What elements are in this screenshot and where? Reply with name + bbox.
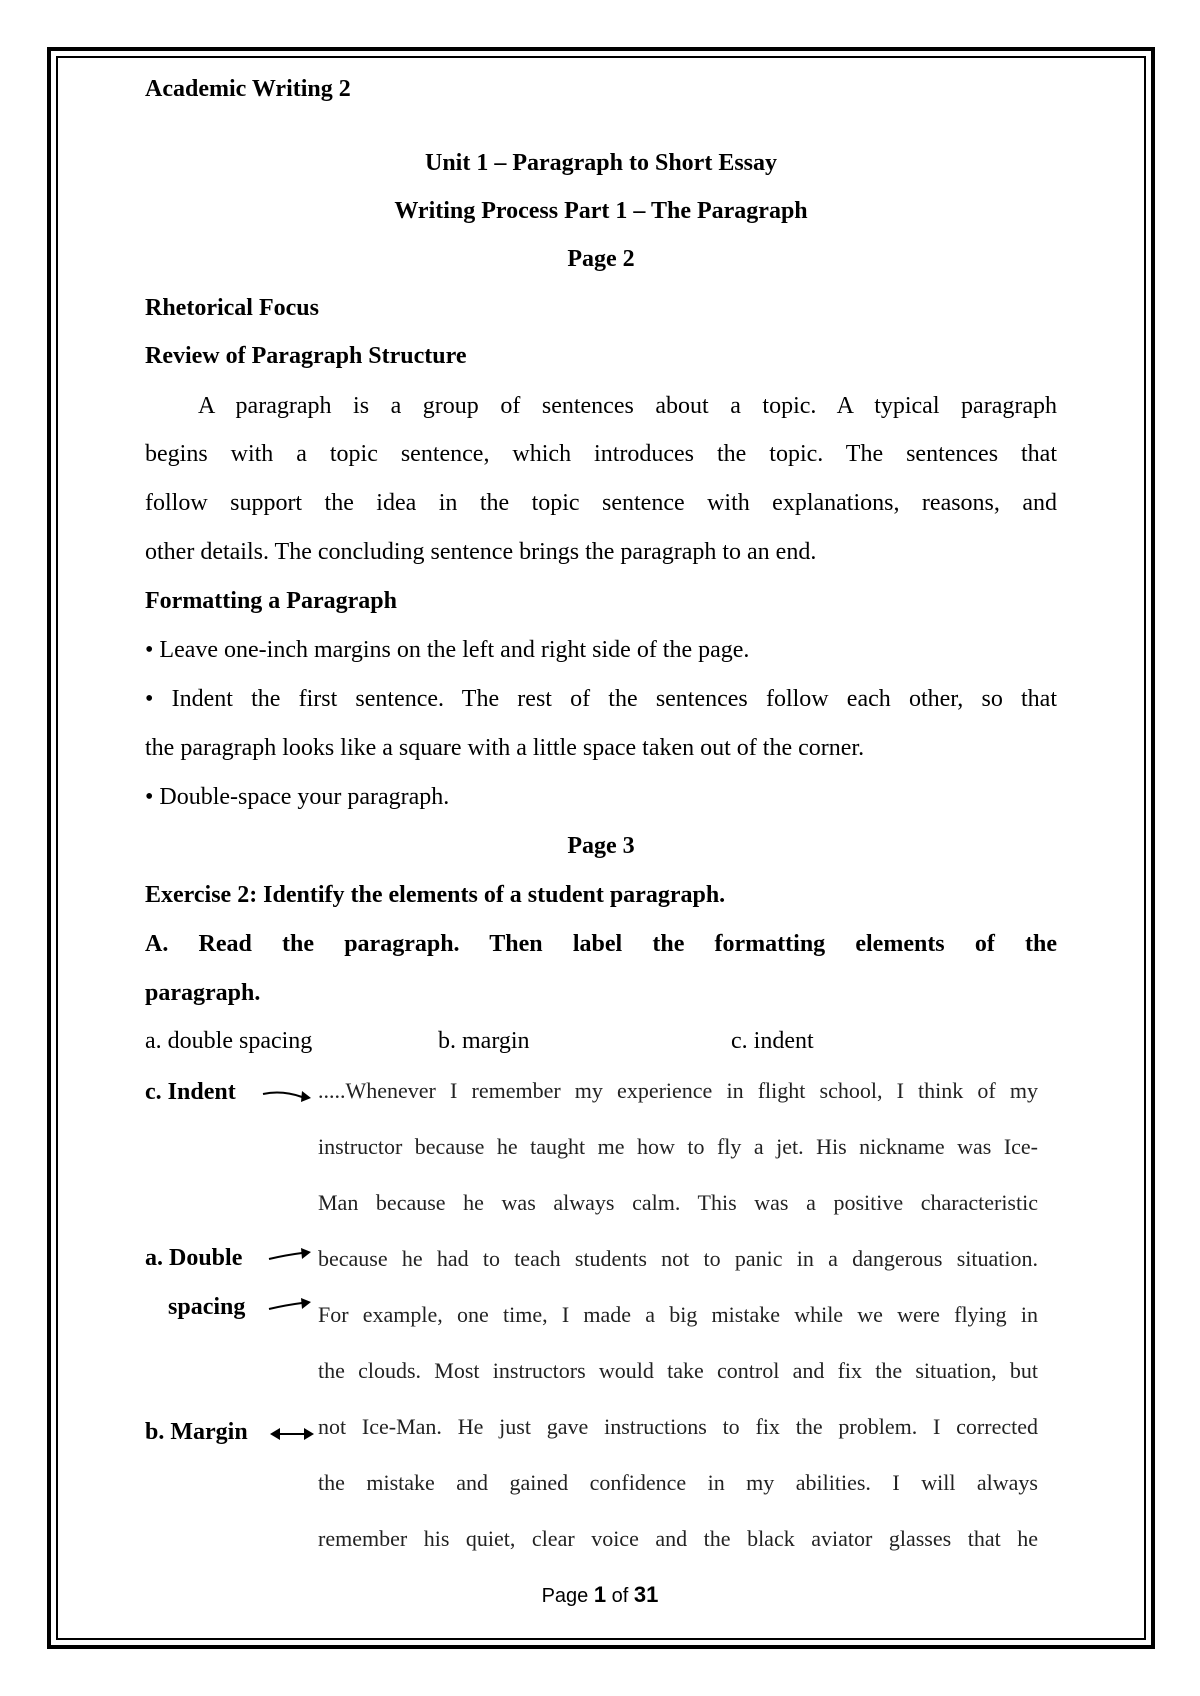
arrow-right-icon (268, 1297, 312, 1313)
label-indent: c. Indent (145, 1079, 236, 1105)
arrow-right-icon (262, 1088, 312, 1104)
label-spacing: spacing (168, 1294, 246, 1320)
heading-paragraph-structure: Review of Paragraph Structure (145, 343, 467, 369)
heading-formatting: Formatting a Paragraph (145, 588, 397, 614)
course-title: Academic Writing 2 (145, 76, 351, 102)
unit-title: Unit 1 – Paragraph to Short Essay (424, 150, 778, 176)
paragraph-line: Man because he was always calm. This was a positive characteristic (318, 1190, 1038, 1215)
body-line: A paragraph is a group of sentences about a topic. A typical paragraph (198, 393, 1057, 419)
bullet-continuation: the paragraph looks like a square with a little space taken out of the corner. (145, 735, 865, 761)
label-margin: b. Margin (145, 1419, 248, 1445)
bullet-item: • Leave one-inch margins on the left and right side of the page. (145, 637, 750, 663)
option-margin: b. margin (438, 1028, 530, 1054)
option-indent: c. indent (731, 1028, 814, 1054)
footer-current-page: 1 (593, 1582, 607, 1607)
double-arrow-icon (270, 1426, 314, 1442)
paragraph-line: the mistake and gained confidence in my abilities. I will always (318, 1470, 1038, 1495)
body-line: follow support the idea in the topic sentence with explanations, reasons, and (145, 490, 1057, 516)
paragraph-line: For example, one time, I made a big mistake while we were flying in (318, 1302, 1038, 1327)
section-subtitle: Writing Process Part 1 – The Paragraph (394, 198, 808, 224)
option-double-spacing: a. double spacing (145, 1028, 313, 1054)
bullet-item: • Indent the first sentence. The rest of the sentences follow each other, so that (145, 686, 1057, 712)
exercise-instruction: A. Read the paragraph. Then label the formatting elements of the (145, 931, 1057, 957)
page-footer (0, 1582, 1200, 1609)
page-reference: Page 2 (567, 246, 635, 272)
footer-of-word: of (611, 1585, 629, 1607)
paragraph-line: instructor because he taught me how to fly a jet. His nickname was Ice- (318, 1134, 1038, 1159)
footer-total-pages: 31 (633, 1582, 659, 1607)
body-line: begins with a topic sentence, which introduces the topic. The sentences that (145, 441, 1057, 467)
footer-page-word: Page (541, 1585, 589, 1607)
bullet-item: • Double-space your paragraph. (145, 784, 450, 810)
label-double: a. Double (145, 1245, 243, 1271)
arrow-right-icon (268, 1247, 312, 1263)
heading-rhetorical-focus: Rhetorical Focus (145, 295, 319, 321)
exercise-instruction: paragraph. (145, 980, 261, 1006)
paragraph-line: not Ice-Man. He just gave instructions to fix the problem. I corrected (318, 1414, 1038, 1439)
page-reference: Page 3 (567, 833, 635, 859)
exercise-title: Exercise 2: Identify the elements of a student paragraph. (145, 882, 726, 908)
paragraph-line: the clouds. Most instructors would take control and fix the situation, but (318, 1358, 1038, 1383)
body-line: other details. The concluding sentence brings the paragraph to an end. (145, 539, 817, 565)
paragraph-line: .....Whenever I remember my experience in flight school, I think of my (318, 1078, 1038, 1103)
paragraph-line: remember his quiet, clear voice and the black aviator glasses that he (318, 1526, 1038, 1551)
paragraph-line: because he had to teach students not to panic in a dangerous situation. (318, 1246, 1038, 1271)
